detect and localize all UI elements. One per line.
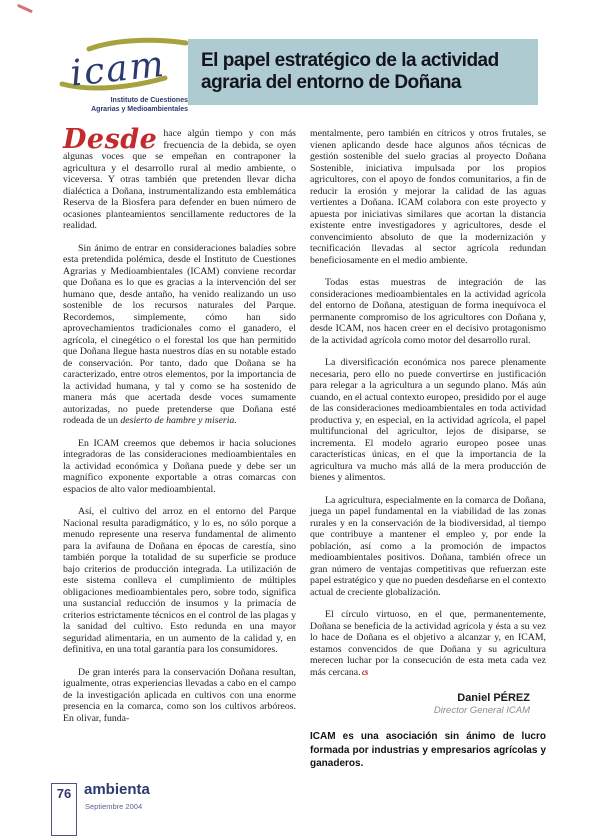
article-title-line1: El papel estratégico de la actividad <box>201 50 499 71</box>
logo-subtitle-line2: Agrarias y Medioambientales <box>91 106 188 113</box>
magazine-name: ambienta <box>84 781 150 798</box>
text-run: En ICAM creemos que debemos ir hacia soluciones integradoras de las consideraciones medioambientales en la actividad económica y Doñana puede y debe ser un magnífico exponente exportable a otras comarcas con espacios de alto valor medioambiental. <box>63 437 296 495</box>
text-run: De gran interés para la conservación Doñana resultan, igualmente, otras experiencias llevadas a cabo en el campo de la investigación aplicada en cultivos con una enorme presencia en la comarca, como son los cultivos arbóreos. En olivar, funda- <box>63 666 296 724</box>
text-run: El círculo virtuoso, en el que, permanentemente, Doñana se beneficia de la actividad agrícola y ésta a su vez lo hace de Doñana es el objetivo a alcanzar y, en ICAM, estamos convencidos de que Doñana y su agricultura merecen luchar por la consecución de esta meta cada vez más cercana. <box>310 609 546 678</box>
text-run: La diversificación económica nos parece plenamente necesaria, pero ello no puede convertirse en justificación para relegar a la agricultura a un segundo plano. Más aún cuando, en el actual contexto europeo, presidido por el auge de las consideraciones medioambientales en toda actividad productiva y, en especial, en la actividad agrícola, el papel multifuncional del agricultor, lejos de disiparse, se incrementa. El modelo agrario europeo posee unas características únicas, en el que la importancia de la agricultura va mucho más allá de la mera producción de bienes y alimentos. <box>310 357 546 483</box>
text-run: hace algún tiempo y con más frecuencia de la debida, se oyen algunas voces que se empeñan en contraponer la agricultura y el desarrollo rural al medio ambiente, o viceversa. Y otras también que pretenden llevar dicha dialéctica a Doñana, instrumentalizando esta emblemática Reserva de la Biosfera para defender en buen número de ocasiones planteamientos sencillamente reductores de la realidad. <box>63 128 296 231</box>
logo-subtitle-line1: Instituto de Cuestiones <box>110 97 188 104</box>
paragraph <box>310 609 546 678</box>
paragraph <box>310 357 546 484</box>
italic-text-run: desierto de hambre y miseria. <box>120 415 237 426</box>
icam-logo-text: icam <box>68 43 168 95</box>
paragraph <box>63 667 296 725</box>
text-run: Sin ánimo de entrar en consideraciones baladíes sobre esta pretendida polémica, desde el Instituto de Cuestiones Agrarias y Medioambientales (ICAM) conviene recordar que Doñana es lo que es gracias a la intervención del ser humano que, desde antaño, ha venido realizando un uso sostenible de los recursos naturales del Parque. Recordemos, simplemente, cómo han sido aprovechamientos tradicionales como el ganadero, el agrícola, el cinegético o el forestal los que han permitido que Doñana llegue hasta nuestros días en su notable estado de conservación. Por tanto, dado que Doñana se ha caracterizado, entre otros elementos, por la importancia de la actividad humana, y tal y como se ha sostenido de manera más que acertada desde voces sumamente autorizadas, no puede pretenderse que Doñana esté rodeada de un <box>63 242 296 426</box>
page-number: 76 <box>56 786 72 801</box>
end-of-article-mark: cs <box>360 666 368 677</box>
article-title-line2: agraria del entorno de Doñana <box>201 71 461 93</box>
article-title-box <box>188 39 538 105</box>
logo-subtitle <box>56 96 188 114</box>
paragraph <box>310 495 546 599</box>
text-run: Todas estas muestras de integración de las consideraciones medioambientales en la actividad agrícola del entorno de Doñana, atestiguan de forma inequívoca el permanente compromiso de los agricultores con Doñana y, desde ICAM, nos hacen creer en el decisivo protagonismo de la actividad agrícola como motor del desarrollo rural. <box>310 277 546 346</box>
paragraph <box>310 277 546 346</box>
paragraph <box>63 506 296 656</box>
page-number-box <box>51 783 77 836</box>
issue-date: Septiembre 2004 <box>85 802 143 811</box>
paragraph <box>63 124 296 232</box>
drop-cap-word: Desde <box>63 124 158 155</box>
icam-footnote: ICAM es una asociación sin ánimo de lucro formada por industrias y empresarios agrícolas y ganaderos. <box>310 731 546 769</box>
paragraph <box>63 438 296 496</box>
icam-logo-art <box>55 34 195 98</box>
right-column-paragraphs <box>310 128 546 678</box>
text-run: La agricultura, especialmente en la comarca de Doñana, juega un papel fundamental en la viabilidad de las zonas rurales y en la conservación de la biodiversidad, al tiempo que contribuye a mantener el empleo y, por ende la población, así como a la promoción de impactos medioambientales positivos. Doñana, también ofrece un gran número de ventajas competitivas que refuerzan este papel estratégico y que no pueden desdeñarse en el contexto actual de creciente globalización. <box>310 494 546 598</box>
left-column <box>63 124 296 735</box>
paragraph <box>310 128 546 266</box>
byline <box>310 692 546 717</box>
paragraph <box>63 243 296 427</box>
byline-author: Daniel PÉREZ <box>457 692 530 704</box>
icam-logo <box>55 34 195 98</box>
text-run: Así, el cultivo del arroz en el entorno del Parque Nacional resulta paradigmático, y lo es, no sólo porque a menudo represente una reserva fundamental de alimento para la avifauna de Doñana en épocas de carestía, sino también porque la totalidad de su superficie se produce bajo criterios de producción integrada. La utilización de este sistema conlleva el cumplimiento de múltiples obligaciones medioambientales pero, sobre todo, significa una sustancial reducción de insumos y la primacía de criterios estrictamente técnicos en el control de las plagas y la sanidad del cultivo. Esto redunda en una mayor seguridad alimentaria, en un aumento de la calidad y, en definitiva, en una total garantía para los consumidores. <box>63 506 296 655</box>
text-run: mentalmente, pero también en cítricos y otros frutales, se vienen aplicando desde hace algunos años técnicas de gestión sostenible del suelo gracias al proyecto Doñana Sostenible, iniciativa impulsada por los propios agricultores, con el apoyo de fondos comunitarios, a fin de reducir la erosión y mejorar la calidad de las aguas vertientes a Doñana. ICAM colabora con este proyecto y apuesta por iniciativas similares que acortan la distancia existente entre investigadores y agricultores, desde el convencimiento absoluto de que la modernización y tecnificación llevadas al sector agrícola redundan beneficiosamente en el medio ambiente. <box>310 128 546 266</box>
byline-role: Director General ICAM <box>433 705 530 716</box>
right-column <box>310 128 546 771</box>
registration-mark <box>17 4 33 13</box>
